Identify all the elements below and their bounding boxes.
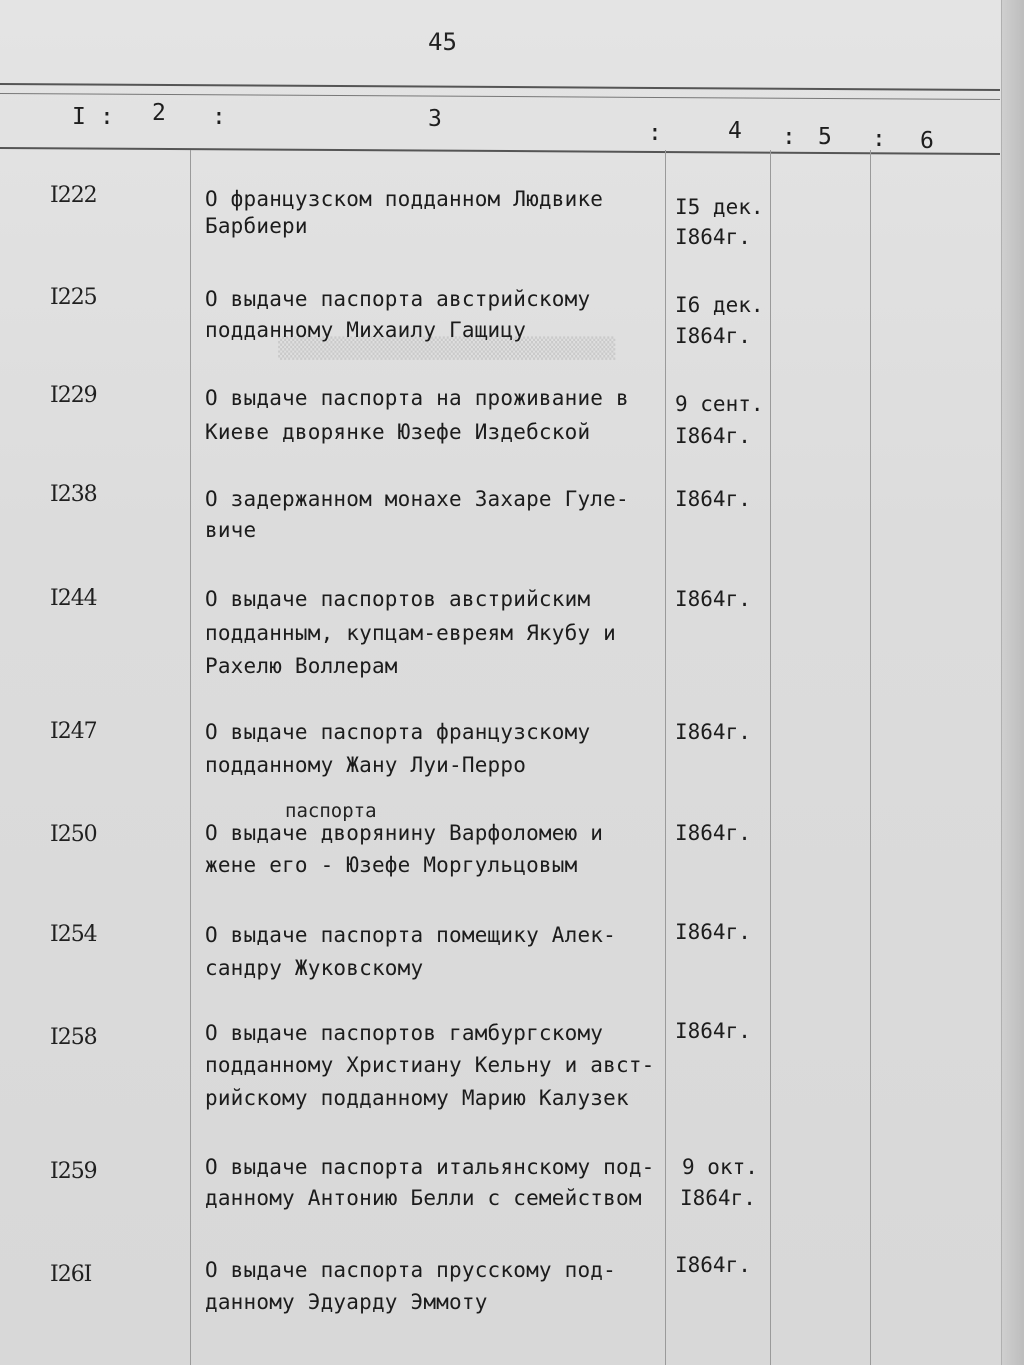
row-date-line: I6 дек. — [675, 293, 764, 317]
row-description-line: О задержанном монахе Захаре Гуле- — [205, 487, 629, 511]
row-date-line: I864г. — [675, 821, 751, 845]
row-date-line: I864г. — [675, 587, 751, 611]
row-date-line: I864г. — [675, 1019, 751, 1043]
row-date-line: I864г. — [680, 1186, 756, 1210]
row-number: I259 — [50, 1159, 97, 1184]
column-separator: : — [872, 126, 886, 152]
row-description-line: О выдаче паспорта прусскому под- — [205, 1258, 616, 1282]
column-separator: : — [782, 124, 796, 150]
row-description-line: виче — [205, 518, 257, 542]
row-description-line: О выдаче дворянину Варфоломею и — [205, 821, 604, 845]
column-divider-5 — [870, 150, 871, 1365]
header-rule-bottom — [0, 147, 1000, 155]
row-description-line: рийскому подданному Марию Калузек — [205, 1086, 629, 1110]
row-description-line: данному Эдуарду Эммоту — [205, 1290, 488, 1314]
column-header-2: 2 — [152, 100, 166, 126]
column-header-6: 6 — [920, 128, 934, 154]
row-date-line: 9 сент. — [675, 392, 764, 416]
row-description-line: О французском подданном Людвике — [205, 187, 604, 211]
paper-edge — [1001, 0, 1024, 1365]
row-description-line: жене его - Юзефе Моргульцовым — [205, 853, 578, 877]
row-date-line: I864г. — [675, 424, 751, 448]
row-number: I244 — [50, 586, 97, 611]
row-number: I238 — [50, 482, 97, 507]
row-number: I229 — [50, 383, 97, 408]
column-header-5: 5 — [818, 124, 832, 150]
column-header-4: 4 — [728, 118, 742, 144]
row-date-line: I864г. — [675, 920, 751, 944]
row-description-line: Киеве дворянке Юзефе Издебской — [205, 420, 591, 444]
column-divider-4 — [770, 150, 771, 1365]
row-number: I250 — [50, 822, 97, 847]
row-description-line: О выдаче паспорта итальянскому под- — [205, 1155, 655, 1179]
row-description-line: О выдаче паспорта на проживание в — [205, 386, 629, 410]
row-number: I254 — [50, 922, 97, 947]
row-date-line: I864г. — [675, 1253, 751, 1277]
row-number: I225 — [50, 285, 97, 310]
row-description-line: подданному Жану Луи-Перро — [205, 753, 527, 777]
row-date-line: I864г. — [675, 487, 751, 511]
row-description-line: подданным, купцам-евреям Якубу и — [205, 621, 616, 645]
column-separator: : — [648, 120, 662, 146]
page-number: 45 — [428, 28, 457, 56]
row-number: I258 — [50, 1025, 97, 1050]
row-date-line: 9 окт. — [682, 1155, 758, 1179]
row-date-line: I864г. — [675, 720, 751, 744]
column-header-1: I — [72, 104, 86, 130]
column-divider-2 — [190, 150, 191, 1365]
row-description-line: Барбиери — [205, 214, 308, 238]
row-description-line: подданному Христиану Кельну и авст- — [205, 1053, 655, 1077]
row-number: I222 — [50, 183, 97, 208]
row-description-line: О выдаче паспорта французскому — [205, 720, 591, 744]
row-description-line: О выдаче паспортов гамбургскому — [205, 1021, 604, 1045]
row-description-line: сандру Жуковскому — [205, 956, 424, 980]
row-description-line: данному Антонию Белли с семейством — [205, 1186, 642, 1210]
row-date-line: I864г. — [675, 324, 751, 348]
handwritten-insertion: паспорта — [285, 800, 377, 822]
row-number: I247 — [50, 719, 97, 744]
row-number: I26I — [50, 1262, 92, 1287]
row-description-line: О выдаче паспортов австрийским — [205, 587, 591, 611]
column-header-3: 3 — [428, 106, 442, 132]
row-description-line: подданному Михаилу Гащицу — [205, 318, 527, 342]
row-date-line: I864г. — [675, 225, 751, 249]
row-description-line: О выдаче паспорта помещику Алек- — [205, 923, 616, 947]
row-description-line: О выдаче паспорта австрийскому — [205, 287, 591, 311]
column-separator: : — [212, 104, 226, 130]
header-rule-top-thin — [0, 93, 1000, 100]
header-rule-top — [0, 83, 1000, 91]
row-date-line: I5 дек. — [675, 195, 764, 219]
row-description-line: Рахелю Воллерам — [205, 654, 398, 678]
column-separator: : — [100, 104, 114, 130]
bleed-through-text: ▒▒▒▒▒▒▒▒▒▒▒▒▒▒▒▒▒▒▒▒▒▒▒▒▒▒▒▒ — [278, 336, 616, 360]
